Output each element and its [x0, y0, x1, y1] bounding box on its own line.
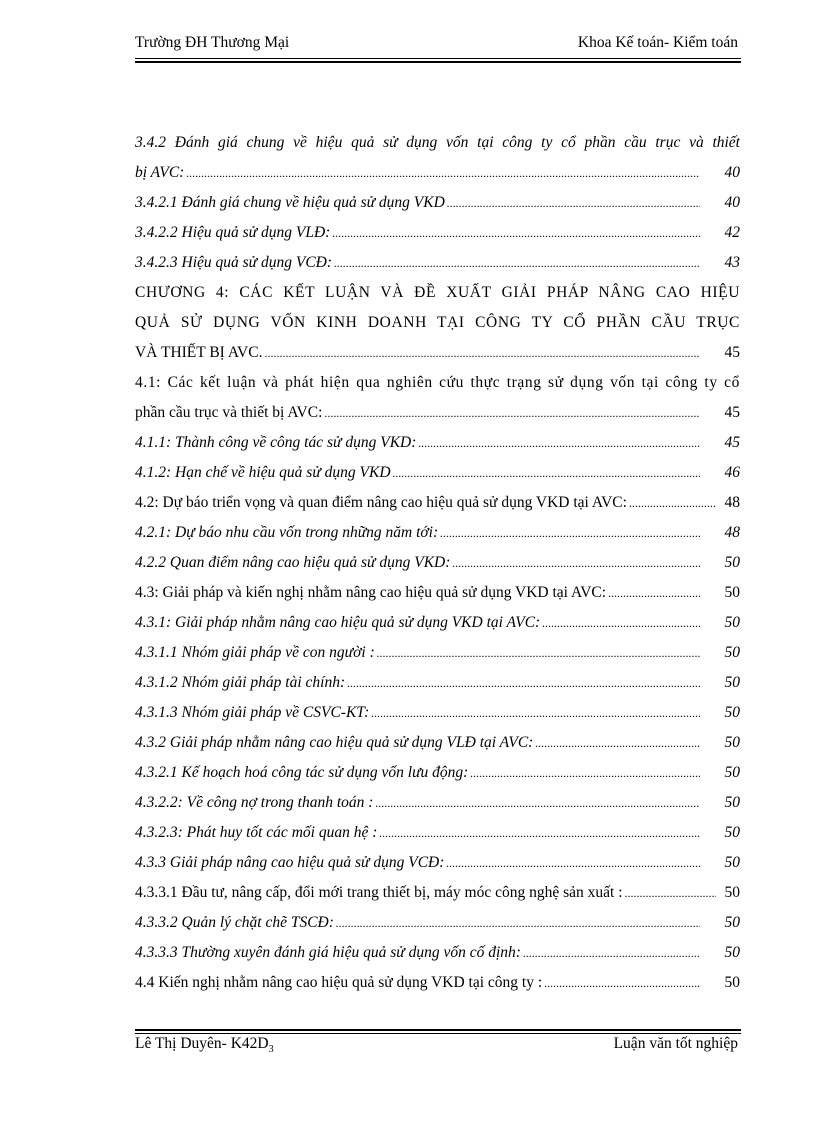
toc-page-number: 50 [724, 674, 740, 691]
toc-entry [135, 968, 740, 998]
toc-entry-line: CHƯƠNG 4: CÁC KẾT LUẬN VÀ ĐỀ XUẤT GIẢI PHÁP NÂNG CAO HIỆU [135, 284, 740, 301]
toc-page-number: 48 [724, 494, 740, 511]
toc-entry-row [135, 968, 740, 998]
toc-page-number: 42 [724, 224, 740, 241]
toc-leader-dots [542, 608, 700, 638]
toc-entry-title: 3.4.2.1 Đánh giá chung về hiệu quả sử dụng VKD [135, 194, 445, 211]
toc-page-number: 50 [724, 644, 740, 661]
footer-author [135, 1035, 274, 1055]
toc-entry-title: 4.3.3.2 Quản lý chặt chẽ TSCĐ: [135, 914, 334, 931]
toc-entry-line: QUẢ SỬ DỤNG VỐN KINH DOANH TẠI CÔNG TY CỔ PHẦN CẦU TRỤC [135, 314, 740, 331]
toc-entry [135, 848, 740, 878]
toc-leader-dots [418, 428, 700, 458]
toc-page-number: 46 [724, 464, 740, 481]
toc-entry [135, 458, 740, 488]
toc-leader-dots [186, 158, 700, 188]
toc-entry-row [135, 548, 740, 578]
toc-entry-row [135, 788, 740, 818]
toc-leader-dots [377, 638, 700, 668]
toc-entry [135, 548, 740, 578]
toc-page-number: 43 [724, 254, 740, 271]
toc-entry-title: 4.3.1.3 Nhóm giải pháp về CSVC-KT: [135, 704, 370, 721]
toc-entry-title: 4.3.3.1 Đầu tư, nâng cấp, đổi mới trang thiết bị, máy móc công nghệ sản xuất : [135, 884, 623, 901]
toc-entry [135, 278, 740, 368]
toc-entry-row [135, 698, 740, 728]
toc-entry-title: 4.3.2 Giải pháp nhằm nâng cao hiệu quả sử dụng VLĐ tại AVC: [135, 734, 534, 751]
toc-page-number: 50 [724, 854, 740, 871]
toc-page-number: 50 [724, 554, 740, 571]
toc-leader-dots [629, 488, 716, 518]
toc-entry-title: 4.4 Kiến nghị nhằm nâng cao hiệu quả sử dụng VKD tại công ty : [135, 974, 543, 991]
toc-page-number: 50 [724, 614, 740, 631]
footer-author-subscript: 3 [268, 1044, 274, 1056]
toc-entry [135, 908, 740, 938]
header-rule-thin [135, 58, 741, 59]
toc-entry [135, 608, 740, 638]
toc-entry-row [135, 578, 740, 608]
toc-entry-title: 4.3.3.3 Thường xuyên đánh giá hiệu quả sử dụng vốn cố định: [135, 944, 521, 961]
toc-page-number: 50 [724, 794, 740, 811]
toc-entry-title: phần cầu trục và thiết bị AVC: [135, 404, 323, 421]
toc-entry [135, 518, 740, 548]
toc-leader-dots [535, 728, 700, 758]
toc-entry [135, 788, 740, 818]
toc-page-number: 50 [724, 704, 740, 721]
toc-entry [135, 428, 740, 458]
toc-entry [135, 218, 740, 248]
toc-page-number: 50 [724, 944, 740, 961]
toc-entry [135, 188, 740, 218]
toc-leader-dots [371, 698, 700, 728]
toc-entry [135, 488, 740, 518]
toc-leader-dots [523, 938, 700, 968]
footer-document-type: Luận văn tốt nghiệp [613, 1035, 738, 1052]
toc-page-number: 45 [724, 434, 740, 451]
toc-entry-row [135, 848, 740, 878]
toc-page-number: 50 [724, 764, 740, 781]
header-school-name: Trường ĐH Thương Mại [135, 34, 290, 51]
toc-page-number: 50 [724, 824, 740, 841]
page-header [135, 34, 738, 58]
toc-entry-row [135, 668, 740, 698]
toc-entry-line: 3.4.2 Đánh giá chung về hiệu quả sử dụng vốn tại công ty cổ phần cầu trục và thiết [135, 134, 740, 151]
toc-leader-dots [332, 218, 700, 248]
toc-entry-title: 4.3.1.2 Nhóm giải pháp tài chính: [135, 674, 346, 691]
toc-entry-title: 4.1.2: Hạn chế về hiệu quả sử dụng VKD [135, 464, 391, 481]
toc-entry-row [135, 338, 740, 368]
toc-entry-row [135, 428, 740, 458]
toc-leader-dots [393, 458, 700, 488]
toc-page-number: 50 [724, 584, 740, 601]
toc-leader-dots [608, 578, 700, 608]
toc-entry [135, 878, 740, 908]
toc-entry [135, 668, 740, 698]
toc-entry-title: 3.4.2.3 Hiệu quả sử dụng VCĐ: [135, 254, 333, 271]
toc-entry [135, 728, 740, 758]
toc-leader-dots [625, 878, 716, 908]
header-department-name: Khoa Kế toán- Kiểm toán [577, 34, 738, 51]
toc-leader-dots [324, 398, 700, 428]
toc-entry-title: 4.3.1: Giải pháp nhằm nâng cao hiệu quả sử dụng VKD tại AVC: [135, 614, 541, 631]
toc-entry-line: 4.1: Các kết luận và phát hiện qua nghiên cứu thực trạng sử dụng vốn tại công ty cổ [135, 374, 740, 391]
table-of-contents [135, 128, 740, 998]
toc-entry-title: 4.3.1.1 Nhóm giải pháp về con người : [135, 644, 375, 661]
toc-entry-row [135, 938, 740, 968]
toc-entry-title: bị AVC: [135, 164, 185, 181]
toc-entry [135, 368, 740, 428]
toc-entry-title: 4.2.2 Quan điểm nâng cao hiệu quả sử dụng VKD: [135, 554, 451, 571]
footer-rule-thin [135, 1033, 741, 1034]
toc-leader-dots [446, 848, 700, 878]
footer-rule-thick [135, 1029, 741, 1031]
toc-entry-row [135, 488, 740, 518]
toc-leader-dots [440, 518, 700, 548]
toc-leader-dots [447, 188, 700, 218]
toc-entry-row [135, 218, 740, 248]
toc-page-number: 50 [724, 884, 740, 901]
toc-entry [135, 818, 740, 848]
toc-entry-row [135, 248, 740, 278]
toc-entry-row [135, 758, 740, 788]
toc-entry [135, 248, 740, 278]
toc-page-number: 45 [724, 344, 740, 361]
toc-page-number: 50 [724, 914, 740, 931]
toc-entry-title: 3.4.2.2 Hiệu quả sử dụng VLĐ: [135, 224, 331, 241]
toc-leader-dots [375, 788, 700, 818]
toc-leader-dots [544, 968, 700, 998]
toc-entry-row [135, 158, 740, 188]
toc-page-number: 40 [724, 194, 740, 211]
toc-leader-dots [334, 248, 700, 278]
toc-entry-title: 4.2.1: Dự báo nhu cầu vốn trong những năm tới: [135, 524, 439, 541]
toc-leader-dots [336, 908, 700, 938]
toc-entry [135, 128, 740, 188]
toc-entry-title: 4.2: Dự báo triển vọng và quan điểm nâng cao hiệu quả sử dụng VKD tại AVC: [135, 494, 627, 511]
toc-entry [135, 698, 740, 728]
toc-leader-dots [379, 818, 700, 848]
toc-entry-title: 4.1.1: Thành công về công tác sử dụng VKD: [135, 434, 417, 451]
toc-page-number: 40 [724, 164, 740, 181]
toc-entry-row [135, 608, 740, 638]
toc-leader-dots [347, 668, 700, 698]
toc-entry [135, 578, 740, 608]
toc-page-number: 50 [724, 974, 740, 991]
toc-entry-row [135, 638, 740, 668]
toc-leader-dots [264, 338, 700, 368]
toc-page-number: 48 [724, 524, 740, 541]
toc-entry-row [135, 908, 740, 938]
toc-entry-row [135, 518, 740, 548]
toc-leader-dots [470, 758, 700, 788]
toc-entry-row [135, 818, 740, 848]
toc-page-number: 50 [724, 734, 740, 751]
toc-entry-row [135, 398, 740, 428]
toc-entry-title: 4.3.2.3: Phát huy tốt các mối quan hệ : [135, 824, 378, 841]
toc-entry [135, 758, 740, 788]
toc-entry [135, 638, 740, 668]
toc-entry-row [135, 728, 740, 758]
toc-leader-dots [452, 548, 700, 578]
toc-entry-title: 4.3.3 Giải pháp nâng cao hiệu quả sử dụng VCĐ: [135, 854, 445, 871]
toc-entry-title: 4.3.2.2: Về công nợ trong thanh toán : [135, 794, 374, 811]
toc-entry-title: VÀ THIẾT BỊ AVC. [135, 344, 263, 361]
toc-entry [135, 938, 740, 968]
toc-page-number: 45 [724, 404, 740, 421]
toc-entry-title: 4.3.2.1 Kế hoạch hoá công tác sử dụng vốn lưu động: [135, 764, 469, 781]
toc-entry-row [135, 188, 740, 218]
toc-entry-title: 4.3: Giải pháp và kiến nghị nhằm nâng cao hiệu quả sử dụng VKD tại AVC: [135, 584, 607, 601]
header-rule-thick [135, 61, 741, 63]
toc-entry-row [135, 878, 740, 908]
toc-entry-row [135, 458, 740, 488]
footer-author-name: Lê Thị Duyên- K42D [135, 1035, 269, 1052]
